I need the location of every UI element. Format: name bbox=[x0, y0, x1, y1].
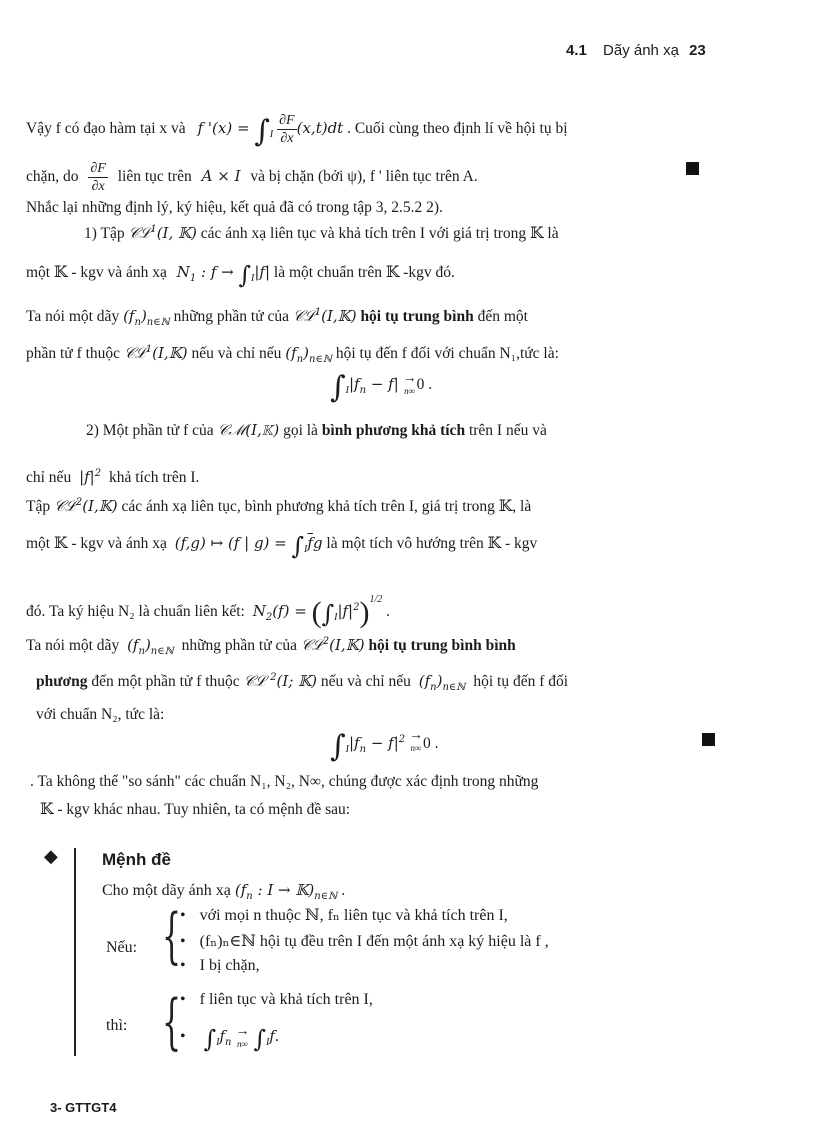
if-item: • (fₙ)ₙ∈ℕ hội tụ đều trên I đến một ánh xạ ký hiệu là f , bbox=[180, 933, 549, 950]
proposition-marker: ◆ bbox=[44, 846, 58, 867]
text-line: 𝕂 - kgv khác nhau. Tuy nhiên, ta có mệnh đề sau: bbox=[40, 801, 351, 818]
text-line: đó. Ta ký hiệu N₂ là chuẩn liên kết: $N_2(f) = (\int_I|f|^2)^{1/2}$ . bbox=[26, 594, 391, 629]
text-line: phương đến một phần tử f thuộc 𝒞ℒ $^2$(I; 𝕂) nếu và chỉ nếu $(f_n)_{n\in ℕ}$ hội tụ đến f đối bbox=[36, 672, 569, 693]
running-header bbox=[566, 42, 706, 59]
text-line: Tập 𝒞ℒ$^2$(I,𝕂) các ánh xạ liên tục, bình phương khả tích trên I, giá trị trong 𝕂, là bbox=[26, 497, 532, 515]
page-number: 23 bbox=[689, 42, 706, 59]
then-brace: { bbox=[162, 987, 182, 1057]
proposition-intro: Cho một dãy ánh xạ ($f_n$ : $I \to 𝕂)_{n\in ℕ}$ . bbox=[102, 881, 346, 902]
footer-label: 3- GTTGT4 bbox=[50, 1100, 117, 1115]
text-line: chỉ nếu $|f|^2$ khả tích trên I. bbox=[26, 468, 200, 486]
display-formula: $\int_I|f_n - f|^2$ → n∞ 0 . bbox=[330, 728, 439, 764]
text-line: . Ta không thể "so sánh" các chuẩn N₁, N₂, N∞, chúng được xác định trong những bbox=[30, 773, 539, 790]
text-line: chặn, do $\frac{\partial F}{\partial x}$ liên tục trên A × I và bị chặn (bởi ψ), f ' liên tục trên A. bbox=[26, 161, 478, 194]
then-label: thì: bbox=[106, 1017, 128, 1034]
section-number: 4.1 bbox=[566, 42, 587, 59]
then-item: • f liên tục và khả tích trên I, bbox=[180, 991, 373, 1008]
display-formula: $\int_I|f_n - f|$ → n∞ 0 . bbox=[330, 370, 433, 405]
text-line: một 𝕂 - kgv và ánh xạ $N_1$ : $f \to \int_I|f|$ là một chuẩn trên 𝕂 -kgv đó. bbox=[26, 261, 455, 289]
qed-square bbox=[702, 733, 715, 746]
text-line: Vậy f có đạo hàm tại x và f '$(x) = \int_I$ $\frac{\partial F}{\partial x}$ (x,t)dt . Cuối cùng theo định lí về hội tụ bị bbox=[26, 113, 568, 150]
text-line: Ta nói một dãy $(f_n)_{n\in ℕ}$ những phần tử của 𝒞ℒ$^1$(I,𝕂) hội tụ trung bình đến một bbox=[26, 307, 528, 328]
text-line: Ta nói một dãy $(f_n)_{n\in ℕ}$ những phần tử của 𝒞ℒ$^2$(I,𝕂) hội tụ trung bình bình bbox=[26, 636, 516, 657]
text-line: với chuẩn N₂, tức là: bbox=[36, 706, 165, 723]
if-item: • I bị chặn, bbox=[180, 957, 260, 974]
text-line: 1) Tập 𝒞ℒ$^1$(I, 𝕂) các ánh xạ liên tục và khả tích trên I với giá trị trong 𝕂 là bbox=[84, 224, 559, 242]
qed-square bbox=[686, 162, 699, 175]
if-label: Nếu: bbox=[106, 939, 138, 956]
then-item: • $\int_If_n$ → n∞ $\int_If$. bbox=[180, 1024, 279, 1053]
text-line: một 𝕂 - kgv và ánh xạ (f,g) ↦ (f | $g) = \int_I\overline{f}g$ là một tích vô hướng trên 𝕂 - kgv bbox=[26, 532, 538, 560]
proposition-title: Mệnh đề bbox=[102, 850, 171, 869]
if-brace: { bbox=[162, 901, 182, 971]
text-line: Nhắc lại những định lý, ký hiệu, kết quả đã có trong tập 3, 2.5.2 2). bbox=[26, 199, 443, 216]
text-line: phần tử f thuộc 𝒞ℒ$^1$(I,𝕂) nếu và chỉ nếu $(f_n)_{n\in ℕ}$ hội tụ đến f đối với chuẩn N₁,tức là: bbox=[26, 344, 559, 365]
text-line: 2) Một phần tử f của 𝒞ℳ(I,𝕂) gọi là bình phương khả tích trên I nếu và bbox=[86, 421, 547, 439]
if-item: • với mọi n thuộc ℕ, fₙ liên tục và khả tích trên I, bbox=[180, 907, 508, 924]
section-title: Dãy ánh xạ bbox=[603, 42, 679, 59]
proposition-bar bbox=[74, 848, 76, 1056]
